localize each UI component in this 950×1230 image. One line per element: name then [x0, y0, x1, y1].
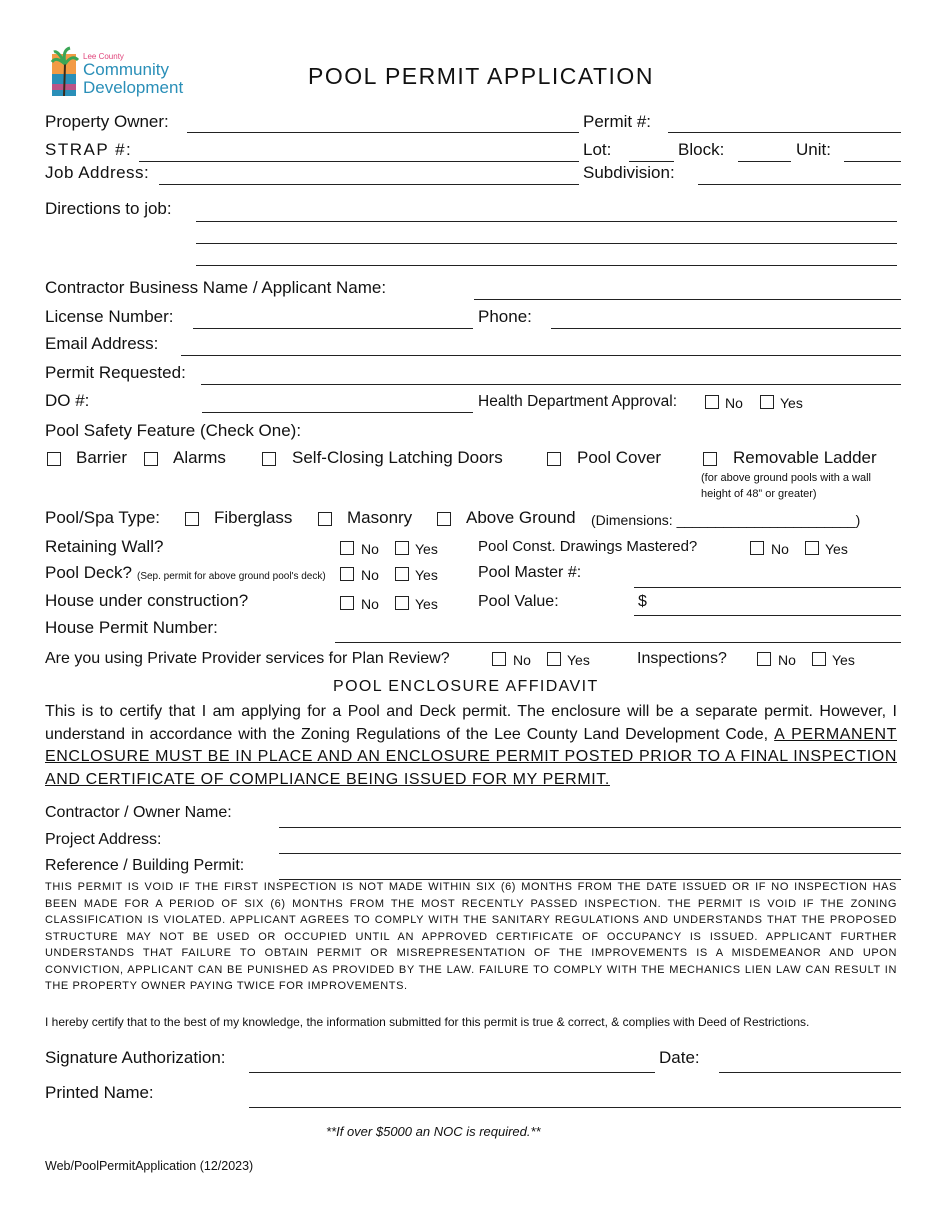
pool-type-label: Pool/Spa Type: — [45, 508, 160, 527]
strap-field[interactable] — [139, 161, 579, 162]
provider-yes-label: Yes — [567, 652, 590, 668]
logo-line2: Development — [83, 78, 184, 97]
health-approval-label: Health Department Approval: — [478, 393, 678, 410]
block-label: Block: — [678, 140, 725, 159]
retaining-wall-label: Retaining Wall? — [45, 537, 164, 556]
logo-county: Lee County — [83, 52, 124, 61]
logo — [50, 46, 200, 100]
noc-note: **If over $5000 an NOC is required.** — [326, 1124, 541, 1139]
doors-checkbox[interactable] — [262, 452, 276, 466]
drawings-yes-label: Yes — [825, 541, 848, 557]
pool-master-field[interactable] — [634, 587, 901, 588]
ladder-note-line1: (for above ground pools with a wall — [701, 472, 871, 484]
house-no-label: No — [361, 596, 379, 612]
project-address-field[interactable] — [279, 853, 901, 854]
job-address-field[interactable] — [159, 184, 579, 185]
strap-label: STRAP #: — [45, 140, 133, 159]
retaining-no-label: No — [361, 541, 379, 557]
retaining-no-checkbox[interactable] — [340, 541, 354, 555]
directions-line-1[interactable] — [196, 221, 897, 222]
contractor-name-field[interactable] — [474, 299, 901, 300]
pool-cover-label: Pool Cover — [577, 448, 662, 467]
inspections-label: Inspections? — [637, 650, 727, 667]
house-no-checkbox[interactable] — [340, 596, 354, 610]
fiberglass-checkbox[interactable] — [185, 512, 199, 526]
printed-name-field[interactable] — [249, 1107, 901, 1108]
above-ground-checkbox[interactable] — [437, 512, 451, 526]
health-no-label: No — [725, 395, 743, 411]
pool-cover-checkbox[interactable] — [547, 452, 561, 466]
ladder-note-line2: height of 48” or greater) — [701, 488, 817, 500]
date-label: Date: — [659, 1048, 700, 1067]
contractor-name-label: Contractor Business Name / Applicant Name: — [45, 278, 387, 297]
provider-no-checkbox[interactable] — [492, 652, 506, 666]
retaining-yes-checkbox[interactable] — [395, 541, 409, 555]
deck-yes-checkbox[interactable] — [395, 567, 409, 581]
printed-name-label: Printed Name: — [45, 1083, 154, 1102]
reference-permit-label: Reference / Building Permit: — [45, 857, 245, 874]
page-title: POOL PERMIT APPLICATION — [308, 63, 654, 89]
drawings-yes-checkbox[interactable] — [805, 541, 819, 555]
block-field[interactable] — [738, 161, 791, 162]
removable-ladder-label: Removable Ladder — [733, 448, 877, 467]
license-label: License Number: — [45, 307, 174, 326]
legal-disclaimer: THIS PERMIT IS VOID IF THE FIRST INSPECTION IS NOT MADE WITHIN SIX (6) MONTHS FROM THE DATE ISSUED OR IF NO INSPECTION HAS BEEN MADE FOR A PERIOD OF SIX (6) MONTHS FROM THE MOST RECENTLY PASSED INSPECTION. THE PERMIT IS VOID IF THE ZONING CLASSIFICATION IS VIOLATED. APPLICANT AGREES TO COMPLY WITH THE SANITARY REGULATIONS AND UNDERSTANDS THAT THE PROPOSED STRUCTURE MAY NOT BE USED OR OCCUPIED UNTIL AN APPROVED CERTIFICATE OF OCCUPANCY IS ISSUED. APPLICANT FURTHER UNDERSTANDS THAT FAILURE TO OBTAIN PERMIT OR MISREPRESENTATION OF THE IMPROVEMENTS IS A MISDEMEANOR AND UPON CONVICTION, APPLICANT CAN BE PUNISHED AS PROVIDED BY THE LAW. FAILURE TO COMPLY WITH THE MECHANICS LIEN LAW CAN RESULT IN THE PROPERTY OWNER PAYING TWICE FOR IMPROVEMENTS. — [45, 881, 897, 992]
drawings-mastered-label: Pool Const. Drawings Mastered? — [478, 538, 698, 555]
directions-line-3[interactable] — [196, 265, 897, 266]
property-owner-field[interactable] — [187, 132, 579, 133]
barrier-checkbox[interactable] — [47, 452, 61, 466]
affidavit-text-body: This is to certify that I am applying for a Pool and Deck permit. The enclosure will be a separate permit. However, I understand in accordance with the Zoning Regulations of the Lee County Land Development Code, — [45, 703, 897, 743]
inspections-yes-checkbox[interactable] — [812, 652, 826, 666]
license-field[interactable] — [193, 328, 473, 329]
contractor-owner-label: Contractor / Owner Name: — [45, 804, 232, 821]
phone-field[interactable] — [551, 328, 901, 329]
permit-number-label: Permit #: — [583, 112, 652, 131]
email-field[interactable] — [181, 355, 901, 356]
project-address-label: Project Address: — [45, 831, 162, 848]
house-construction-label: House under construction? — [45, 591, 249, 610]
directions-label: Directions to job: — [45, 199, 172, 218]
inspections-yes-label: Yes — [832, 652, 855, 668]
dimensions-field[interactable]: (Dimensions: _______________________) — [591, 512, 861, 528]
health-no-checkbox[interactable] — [705, 395, 719, 409]
provider-yes-checkbox[interactable] — [547, 652, 561, 666]
certify-statement: I hereby certify that to the best of my knowledge, the information submitted for this permit is true & correct, & complies with Deed of Restrictions. — [45, 1015, 810, 1029]
alarms-checkbox[interactable] — [144, 452, 158, 466]
unit-field[interactable] — [844, 161, 901, 162]
lot-field[interactable] — [629, 161, 674, 162]
private-provider-label: Are you using Private Provider services for Plan Review? — [45, 650, 450, 667]
footer-form-id: Web/PoolPermitApplication (12/2023) — [45, 1159, 254, 1173]
property-owner-label: Property Owner: — [45, 112, 169, 131]
affidavit-title: POOL ENCLOSURE AFFIDAVIT — [333, 678, 599, 695]
retaining-yes-label: Yes — [415, 541, 438, 557]
masonry-label: Masonry — [347, 508, 413, 527]
house-permit-label: House Permit Number: — [45, 618, 218, 637]
contractor-owner-field[interactable] — [279, 827, 901, 828]
signature-field[interactable] — [249, 1072, 655, 1073]
removable-ladder-checkbox[interactable] — [703, 452, 717, 466]
pool-master-label: Pool Master #: — [478, 564, 582, 581]
masonry-checkbox[interactable] — [318, 512, 332, 526]
house-yes-checkbox[interactable] — [395, 596, 409, 610]
pool-value-dollar: $ — [638, 593, 647, 610]
do-number-label: DO #: — [45, 391, 90, 410]
affidavit-text-underlined: A PERMANENT ENCLOSURE MUST BE IN PLACE AND AN ENCLOSURE PERMIT POSTED PRIOR TO A FINAL INSPECTION AND CERTIFICATE OF COMPLIANCE BEING ISSUED FOR MY PERMIT. — [45, 725, 897, 788]
pool-deck-note: (Sep. permit for above ground pool's deck) — [137, 571, 326, 582]
pool-value-label: Pool Value: — [478, 593, 559, 610]
deck-yes-label: Yes — [415, 567, 438, 583]
drawings-no-label: No — [771, 541, 789, 557]
inspections-no-checkbox[interactable] — [757, 652, 771, 666]
unit-label: Unit: — [796, 140, 831, 159]
barrier-label: Barrier — [76, 448, 128, 467]
email-label: Email Address: — [45, 334, 159, 353]
house-yes-label: Yes — [415, 596, 438, 612]
deck-no-checkbox[interactable] — [340, 567, 354, 581]
palm-tree-logo-icon — [50, 46, 80, 98]
do-number-field[interactable] — [202, 412, 473, 413]
subdivision-field[interactable] — [698, 184, 901, 185]
pool-value-field[interactable] — [634, 615, 901, 616]
drawings-no-checkbox[interactable] — [750, 541, 764, 555]
phone-label: Phone: — [478, 307, 532, 326]
permit-requested-field[interactable] — [201, 384, 901, 385]
above-ground-label: Above Ground — [466, 508, 576, 527]
subdivision-label: Subdivision: — [583, 163, 675, 182]
fiberglass-label: Fiberglass — [214, 508, 293, 527]
permit-requested-label: Permit Requested: — [45, 363, 186, 382]
pool-deck-label: Pool Deck? — [45, 563, 132, 582]
provider-no-label: No — [513, 652, 531, 668]
health-yes-checkbox[interactable] — [760, 395, 774, 409]
health-yes-label: Yes — [780, 395, 803, 411]
signature-label: Signature Authorization: — [45, 1048, 226, 1067]
affidavit-text — [45, 701, 897, 791]
lot-label: Lot: — [583, 140, 612, 159]
deck-no-label: No — [361, 567, 379, 583]
directions-line-2[interactable] — [196, 243, 897, 244]
job-address-label: Job Address: — [45, 163, 150, 182]
permit-number-field[interactable] — [668, 132, 901, 133]
house-permit-field[interactable] — [335, 642, 901, 643]
alarms-label: Alarms — [173, 448, 226, 467]
inspections-no-label: No — [778, 652, 796, 668]
logo-line1: Community — [83, 60, 169, 79]
date-field[interactable] — [719, 1072, 901, 1073]
safety-feature-label: Pool Safety Feature (Check One): — [45, 421, 302, 440]
doors-label: Self-Closing Latching Doors — [292, 448, 503, 467]
